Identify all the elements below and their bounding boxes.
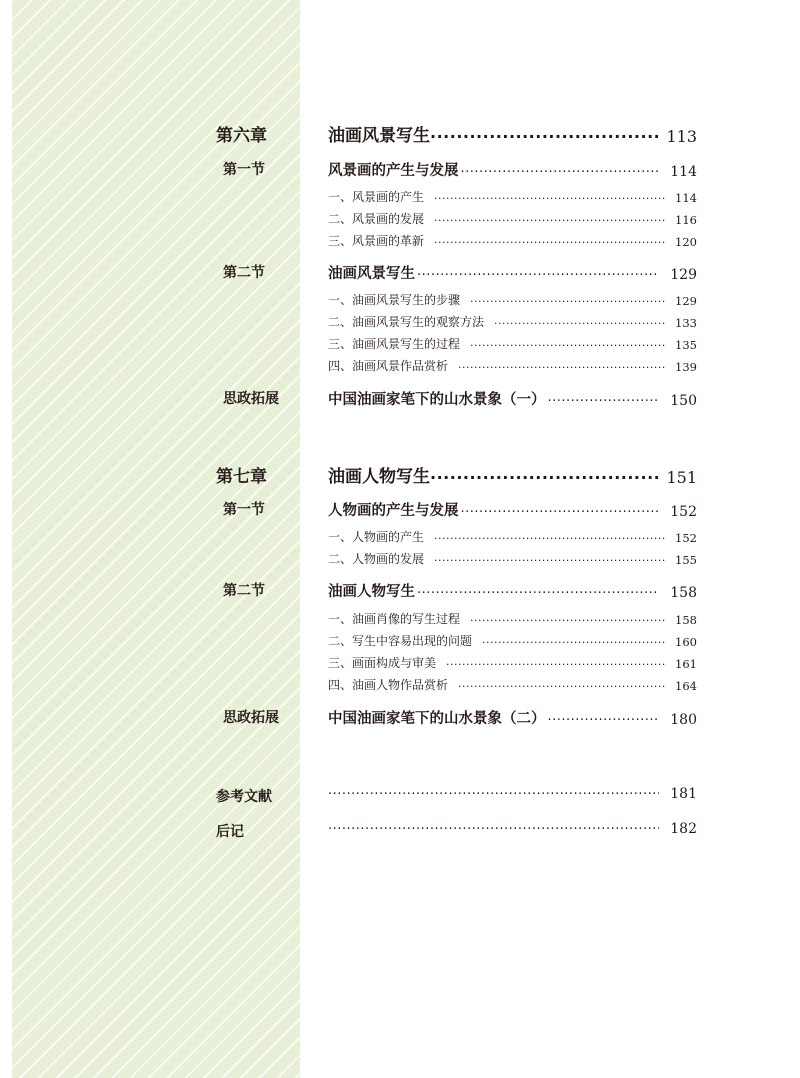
page-number: 129	[675, 294, 697, 308]
page-number: 151	[666, 468, 697, 487]
item-title: 一、油画肖像的写生过程	[328, 612, 461, 626]
item-title: 二、油画风景写生的观察方法	[328, 315, 485, 329]
item-title: 一、人物画的产生	[328, 530, 425, 544]
page-number: 133	[675, 316, 697, 330]
toc-section-entry[interactable]	[328, 388, 697, 409]
dot-leader	[458, 361, 667, 374]
toc-item-entry[interactable]	[328, 632, 697, 649]
afterword-label: 后记	[216, 824, 244, 840]
page-number: 114	[670, 164, 697, 180]
section-label: 第二节	[223, 265, 265, 281]
page-number: 181	[670, 786, 697, 802]
item-title: 三、油画风景写生的过程	[328, 337, 461, 351]
toc-references-entry[interactable]	[328, 786, 697, 802]
toc-item-entry[interactable]	[328, 188, 697, 205]
page-number: 135	[675, 338, 697, 352]
page-number: 180	[670, 712, 697, 728]
section-title: 人物画的产生与发展	[328, 503, 459, 519]
toc-section-entry[interactable]	[328, 159, 697, 180]
dot-leader	[430, 468, 659, 487]
item-title: 一、风景画的产生	[328, 190, 425, 204]
toc-item-entry[interactable]	[328, 654, 697, 671]
dot-leader	[434, 554, 667, 567]
page-number: 152	[675, 531, 697, 545]
dot-leader	[470, 614, 667, 627]
chapter-title: 油画风景写生	[328, 126, 430, 146]
dot-leader	[434, 192, 667, 205]
toc-item-entry[interactable]	[328, 528, 697, 545]
section-label: 思政拓展	[223, 710, 279, 726]
page-number: 161	[675, 657, 697, 671]
section-label: 思政拓展	[223, 391, 279, 407]
toc-item-entry[interactable]	[328, 291, 697, 308]
item-title: 二、风景画的发展	[328, 212, 425, 226]
toc-item-entry[interactable]	[328, 550, 697, 567]
item-title: 二、人物画的发展	[328, 552, 425, 566]
section-title: 中国油画家笔下的山水景象（二）	[328, 711, 546, 727]
page-number: 120	[675, 235, 697, 249]
item-title: 三、画面构成与审美	[328, 656, 437, 670]
toc-section-entry[interactable]	[328, 262, 697, 283]
item-title: 二、写生中容易出现的问题	[328, 634, 473, 648]
section-title: 油画人物写生	[328, 584, 415, 600]
page-number: 160	[675, 635, 697, 649]
toc-section-entry[interactable]	[328, 707, 697, 728]
toc-item-entry[interactable]	[328, 210, 697, 227]
references-label: 参考文献	[216, 789, 272, 805]
page-number: 164	[675, 679, 697, 693]
dot-leader	[461, 165, 660, 180]
page-number: 158	[675, 613, 697, 627]
toc-item-entry[interactable]	[328, 335, 697, 352]
toc-section-entry[interactable]	[328, 580, 697, 601]
chapter-title: 油画人物写生	[328, 467, 430, 487]
item-title: 四、油画风景作品赏析	[328, 359, 449, 373]
page-number: 155	[675, 553, 697, 567]
page-number: 152	[670, 504, 697, 520]
toc-item-entry[interactable]	[328, 357, 697, 374]
toc-afterword-entry[interactable]	[328, 821, 697, 837]
section-title: 中国油画家笔下的山水景象（一）	[328, 392, 546, 408]
dot-leader	[430, 127, 659, 146]
section-label: 第一节	[223, 162, 265, 178]
chapter-label: 第六章	[216, 126, 267, 146]
item-title: 一、油画风景写生的步骤	[328, 293, 461, 307]
page-number: 129	[670, 267, 697, 283]
toc-chapter-entry[interactable]	[328, 462, 697, 487]
dot-leader	[548, 394, 660, 409]
page-number: 150	[670, 393, 697, 409]
chapter-label: 第七章	[216, 467, 267, 487]
dot-leader	[417, 586, 659, 601]
toc-section-entry[interactable]	[328, 499, 697, 520]
dot-leader	[434, 532, 667, 545]
section-title: 风景画的产生与发展	[328, 163, 459, 179]
dot-leader	[328, 822, 659, 837]
dot-leader	[446, 658, 667, 671]
dot-leader	[417, 268, 659, 283]
toc-item-entry[interactable]	[328, 232, 697, 249]
dot-leader	[470, 339, 667, 352]
dot-leader	[434, 214, 667, 227]
page-number: 116	[675, 213, 697, 227]
toc-item-entry[interactable]	[328, 610, 697, 627]
toc-item-entry[interactable]	[328, 676, 697, 693]
toc-item-entry[interactable]	[328, 313, 697, 330]
page-number: 139	[675, 360, 697, 374]
dot-leader	[494, 317, 667, 330]
item-title: 四、油画人物作品赏析	[328, 678, 449, 692]
dot-leader	[461, 505, 660, 520]
dot-leader	[470, 295, 667, 308]
page-number: 158	[670, 585, 697, 601]
item-title: 三、风景画的革新	[328, 234, 425, 248]
dot-leader	[548, 713, 660, 728]
toc-chapter-entry[interactable]	[328, 121, 697, 146]
dot-leader	[482, 636, 667, 649]
dot-leader	[328, 787, 659, 802]
page-number: 182	[670, 821, 697, 837]
section-label: 第一节	[223, 502, 265, 518]
dot-leader	[434, 236, 667, 249]
section-title: 油画风景写生	[328, 266, 415, 282]
page-number: 114	[675, 191, 697, 205]
page-number: 113	[666, 127, 697, 146]
dot-leader	[458, 680, 667, 693]
section-label: 第二节	[223, 583, 265, 599]
